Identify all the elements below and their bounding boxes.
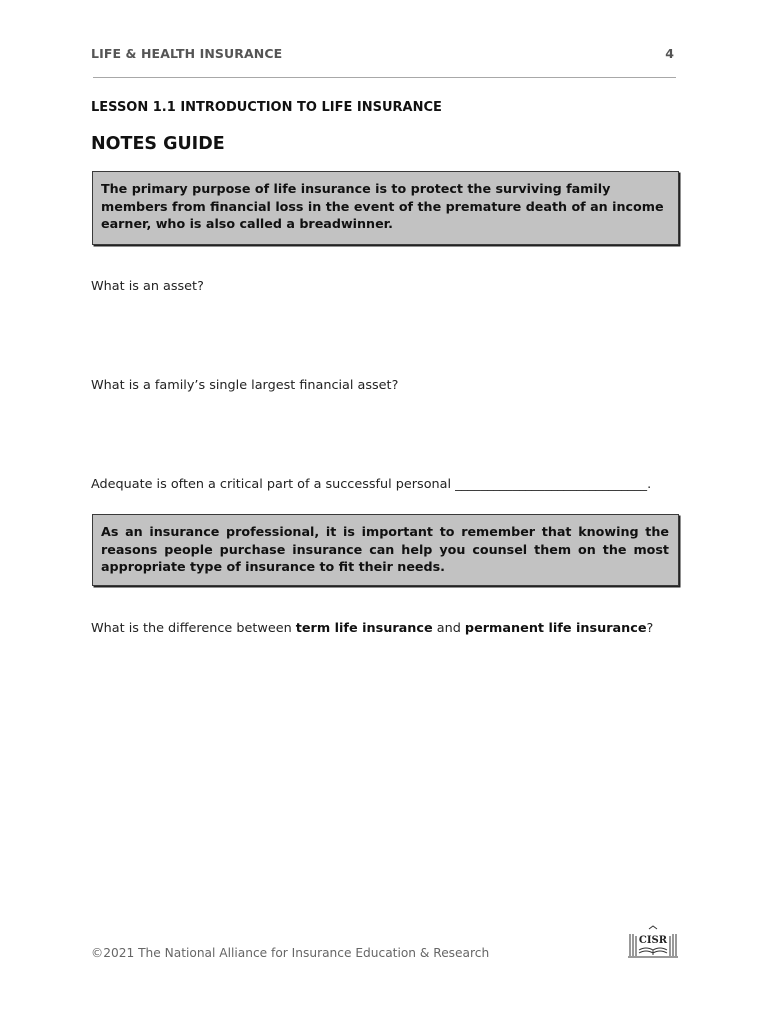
question-connector: and [432, 621, 465, 636]
cisr-logo-text: CISR [638, 935, 668, 946]
page-number: 4 [665, 46, 674, 61]
question-asset: What is an asset? [91, 279, 204, 294]
professional-tip-callout-box: As an insurance professional, it is important to remember that knowing the reasons people purchase insurance can help you counsel them on the most appropriate type of insurance to fit their needs. [92, 514, 679, 586]
term-life-insurance-bold: term life insurance [295, 621, 433, 636]
question-term-vs-permanent [91, 621, 653, 636]
question-prefix: What is the difference between [91, 621, 296, 636]
footer-copyright: ©2021 The National Alliance for Insurance Education & Research [91, 946, 490, 960]
running-header-title: LIFE & HEALTH INSURANCE [91, 46, 283, 61]
notes-guide-title: NOTES GUIDE [91, 134, 225, 154]
lesson-title: LESSON 1.1 INTRODUCTION TO LIFE INSURANCE [91, 100, 442, 115]
question-suffix: ? [646, 621, 654, 636]
header-divider [93, 77, 676, 78]
purpose-callout-box: The primary purpose of life insurance is to protect the surviving family members from financial loss in the event of the premature death of an income earner, who is also called a breadwinner. [92, 171, 679, 245]
cisr-logo [627, 924, 679, 962]
question-largest-asset: What is a family’s single largest financial asset? [91, 378, 399, 393]
permanent-life-insurance-bold: permanent life insurance [464, 621, 647, 636]
question-fill-in-blank: Adequate is often a critical part of a successful personal ______________________________. [91, 477, 652, 492]
